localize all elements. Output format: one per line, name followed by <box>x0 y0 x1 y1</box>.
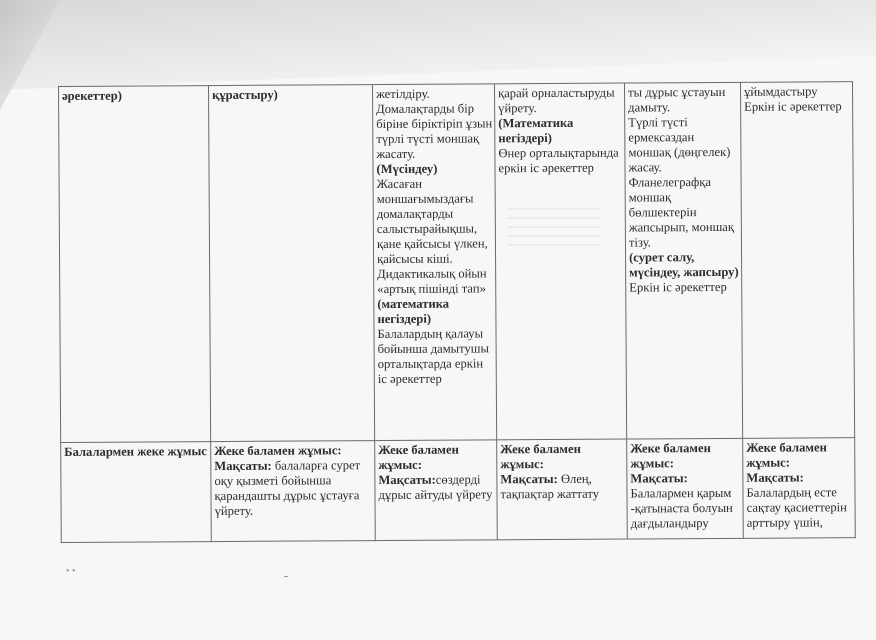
subject-label: (математика негіздері) <box>377 296 450 327</box>
goal-label: Мақсаты: <box>630 471 688 486</box>
bleed-through-lines <box>508 208 600 248</box>
page-fold-shadow <box>0 0 876 90</box>
cell-construction-tail: құрастыру) <box>209 85 375 442</box>
table-row <box>59 82 855 443</box>
subject-label: (Математика негіздері) <box>498 115 574 146</box>
subject-label: (сурет салу, мүсіндеу, жапсыру) <box>629 250 739 280</box>
cell-individual-day5 <box>743 438 856 539</box>
cell-activity-tail: әрекеттер) <box>59 86 211 443</box>
cell-individual-day4 <box>627 438 744 539</box>
text-line: Еркін іс әрекеттер <box>744 99 842 114</box>
individual-work-heading: Жеке баламен жұмыс: <box>500 441 581 472</box>
cell-day6-activities <box>740 82 854 439</box>
scan-speck <box>284 576 288 577</box>
text-line: Фланелеграфқа моншақ бөлшектерін жапсырып, моншақ тізу. <box>628 175 735 250</box>
goal-text: балаларға сурет оқу қызметі бойынша қарандашты дұрыс ұстауға үйрету. <box>214 458 361 519</box>
individual-work-heading: Жеке баламен жұмыс: <box>746 440 827 470</box>
individual-work-heading: Жеке баламен жұмыс: <box>378 442 459 473</box>
cell-day5-activities <box>624 82 742 439</box>
goal-text: Өлең, тақпақтар жаттату <box>500 471 600 502</box>
text-line: Еркін іс әрекеттер <box>629 279 727 295</box>
cell-day3-activities <box>372 84 496 441</box>
plan-table <box>58 81 856 543</box>
individual-work-heading: Жеке баламен жұмыс: <box>630 441 711 471</box>
text-line: Домалақтарды бір біріне біріктіріп ұзын түрлі түсті моншақ жасату. <box>376 101 493 162</box>
text-line: Өнер орталықтарында еркін іс әрекеттер <box>498 145 619 176</box>
row-header-individual-work: Балалармен жеке жұмыс <box>61 442 212 543</box>
cell-individual-day1 <box>211 441 376 542</box>
text-line: Балалардың қалауы бойынша дамытушы орталықтарда еркін іс әрекеттер <box>377 326 489 387</box>
scan-speck: • • <box>66 566 76 577</box>
subject-label: (Мүсіндеу) <box>376 161 438 177</box>
goal-text: сөздерді дұрыс айтуды үйрету <box>378 472 493 503</box>
goal-text: Балалармен қарым -қатынаста болуын дағдыландыру <box>630 485 733 531</box>
goal-label: Мақсаты: <box>500 471 558 487</box>
text-line: Түрлі түсті ермексаздан моншақ (дөңгелек) жасау. <box>628 115 731 175</box>
table-row <box>61 438 856 543</box>
text-line: ты дұрыс ұстауын дамыту. <box>628 84 726 115</box>
individual-work-heading: Жеке баламен жұмыс: <box>214 443 342 459</box>
text-line: жетілдіру. <box>376 86 430 102</box>
cell-individual-day2 <box>375 440 498 541</box>
goal-label: Мақсаты: <box>378 472 436 488</box>
cell-individual-day3 <box>497 439 628 540</box>
text-line: қарай орналастыруды үйрету. <box>498 85 615 116</box>
goal-text: Балалардың есте сақтау қасиеттерін арттыру үшін, <box>746 485 847 530</box>
cell-day4-activities <box>494 83 626 440</box>
text-line: Жасаған моншағымыздағы домалақтарды салыстырайықшы, қане қайсысы үлкен, қайсысы кіші. <box>376 176 488 267</box>
text-line: Дидактикалық ойын «артық пішінді тап» <box>377 266 487 297</box>
text-line: ұйымдастыру <box>744 84 818 99</box>
goal-label: Мақсаты: <box>214 458 272 474</box>
goal-label: Мақсаты: <box>746 470 804 485</box>
